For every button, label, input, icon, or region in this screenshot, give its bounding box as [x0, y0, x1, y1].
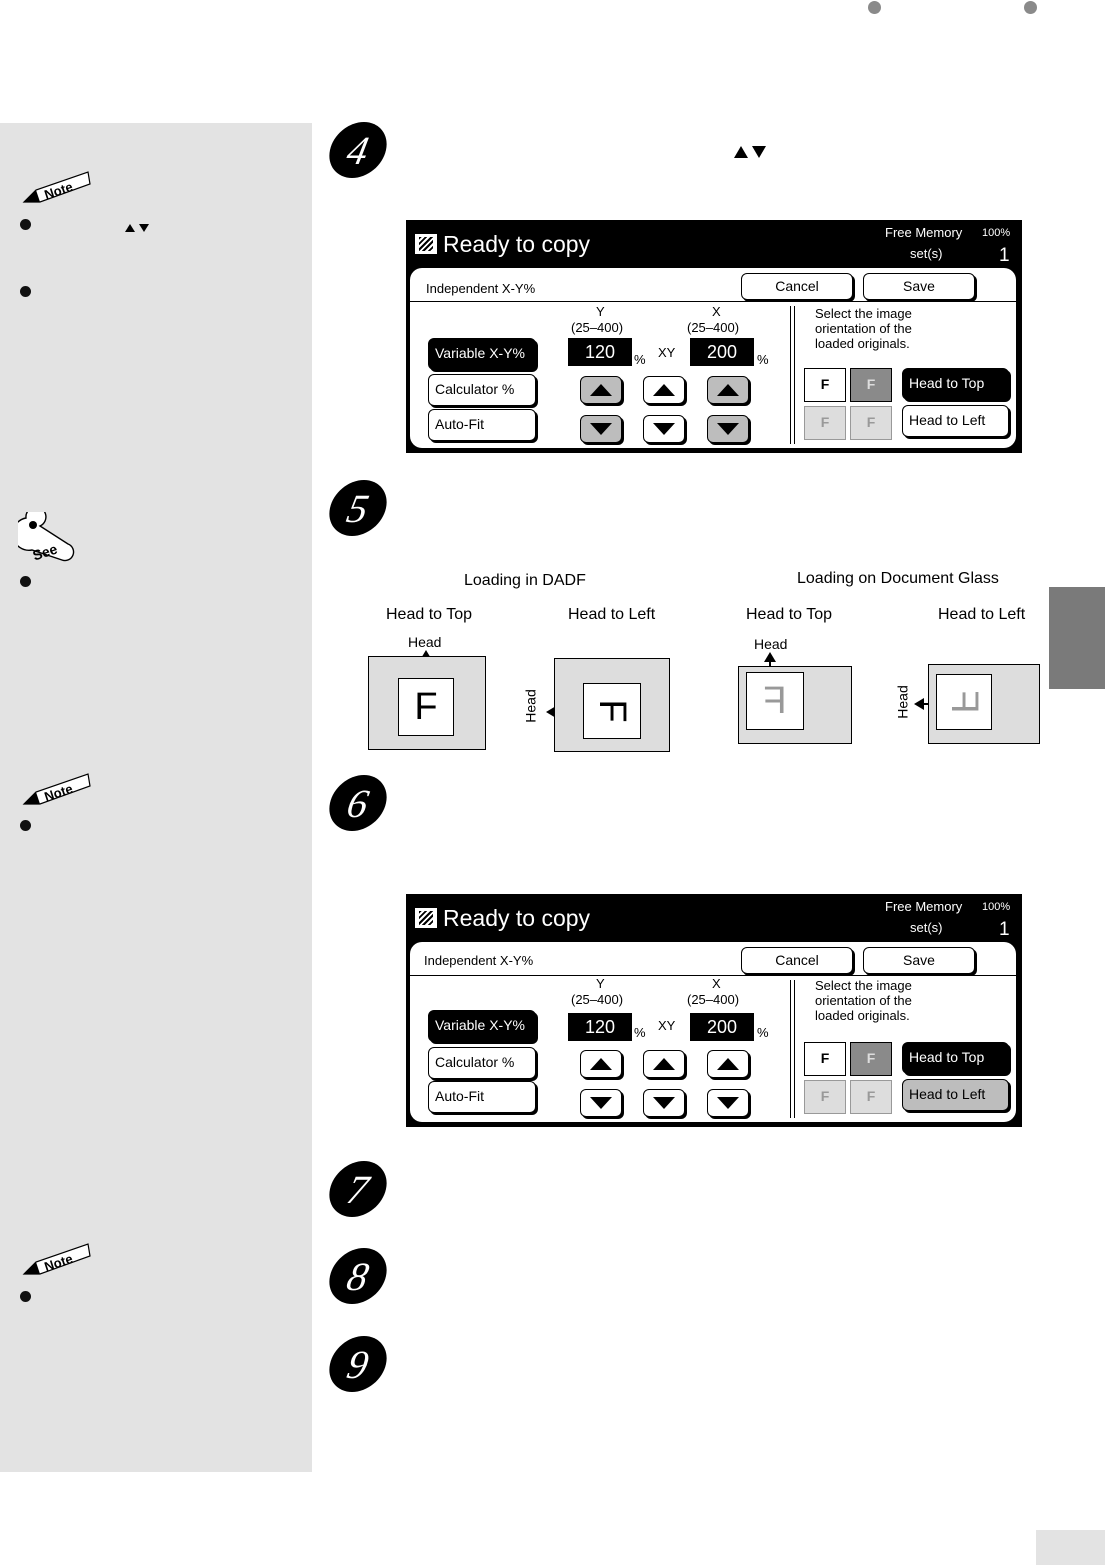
note-badge	[22, 1240, 92, 1276]
dadf-top-icon: F	[804, 1042, 846, 1076]
note-label: Note	[42, 179, 75, 203]
xy-down-button[interactable]	[643, 1089, 685, 1117]
head-label: Head	[522, 689, 539, 723]
dadf-head-top-diagram	[368, 634, 486, 752]
down-arrow-icon	[590, 1097, 612, 1109]
glass-top-icon: F	[804, 406, 846, 440]
autofit-button[interactable]: Auto-Fit	[428, 409, 536, 441]
sets-count: 1	[999, 245, 1010, 266]
note-pencil-icon	[22, 168, 92, 204]
sheet-letter: F	[763, 680, 787, 722]
save-button[interactable]: Save	[863, 273, 975, 300]
panel-header	[407, 895, 1021, 941]
up-arrow-icon	[590, 384, 612, 396]
cancel-button[interactable]: Cancel	[741, 947, 853, 974]
dadf-title: Loading in DADF	[464, 572, 586, 589]
note-bullet	[20, 219, 31, 230]
xy-label: XY	[658, 1018, 676, 1033]
note-bullet	[20, 820, 31, 831]
original-sheet	[746, 672, 804, 730]
up-arrow-icon	[717, 1058, 739, 1070]
x-value[interactable]: 200	[690, 338, 754, 366]
y-up-button[interactable]	[580, 376, 622, 404]
panel-body	[410, 268, 1016, 448]
calculator-label: Calculator %	[435, 381, 515, 397]
calculator-button[interactable]	[428, 1047, 536, 1079]
status-pen-icon	[415, 234, 437, 254]
down-arrow-icon	[590, 423, 612, 435]
up-arrow-icon	[734, 146, 748, 158]
glass-head-top-label: Head to Top	[746, 606, 832, 623]
note-badge	[22, 770, 92, 806]
head-label: Head	[408, 634, 442, 650]
x-percent: %	[757, 352, 769, 367]
step-6-marker: 6	[324, 775, 392, 831]
head-to-top-button[interactable]: Head to Top	[902, 368, 1009, 400]
orientation-text-3: loaded originals.	[815, 1008, 910, 1023]
xy-up-button[interactable]	[643, 376, 685, 404]
autofit-button[interactable]: Auto-Fit	[428, 1081, 536, 1113]
head-to-left-button[interactable]: Head to Left	[902, 1079, 1009, 1111]
dadf-head-left-label: Head to Left	[568, 606, 656, 623]
orientation-text-1: Select the image	[815, 306, 912, 321]
header-dot-left	[868, 1, 881, 14]
head-label: Head	[754, 636, 788, 652]
panel-vertical-divider	[790, 980, 795, 1118]
head-label: Head	[894, 685, 911, 719]
down-arrow-icon	[653, 1097, 675, 1109]
calculator-button[interactable]	[428, 374, 536, 406]
x-label: X	[712, 976, 721, 991]
glass-head-left-label: Head to Left	[938, 606, 1026, 623]
down-arrow-icon	[653, 423, 675, 435]
y-up-button[interactable]	[580, 1050, 622, 1078]
y-value[interactable]: 120	[568, 338, 632, 366]
dadf-head-top-label: Head to Top	[386, 606, 472, 623]
y-label: Y	[596, 304, 605, 319]
step-7-marker: 7	[324, 1161, 392, 1217]
panel-title: Ready to copy	[443, 231, 591, 257]
feature-title: Independent X-Y%	[424, 953, 534, 968]
y-value[interactable]: 120	[568, 1013, 632, 1041]
x-percent: %	[757, 1025, 769, 1040]
x-label: X	[712, 304, 721, 319]
head-to-left-button[interactable]: Head to Left	[902, 405, 1009, 437]
page-number-box	[1036, 1530, 1105, 1565]
note-badge	[22, 168, 92, 204]
step-8-marker: 8	[324, 1248, 392, 1304]
sheet-letter: F	[943, 690, 985, 714]
step-5-marker: 5	[324, 480, 392, 536]
step-4-marker: 4	[324, 122, 392, 178]
sets-label: set(s)	[910, 246, 943, 261]
dadf-top-icon: F	[804, 368, 846, 402]
orientation-text-1: Select the image	[815, 978, 912, 993]
note-pencil-icon	[22, 770, 92, 806]
orientation-text-2: orientation of the	[815, 321, 912, 336]
dadf-left-icon: F	[850, 1042, 892, 1076]
note-label: Note	[42, 781, 75, 805]
glass-head-top-diagram	[736, 636, 854, 746]
xy-down-button[interactable]	[643, 415, 685, 443]
y-range: (25–400)	[571, 320, 624, 335]
x-value[interactable]: 200	[690, 1013, 754, 1041]
see-icon	[18, 512, 78, 564]
see-label: See	[30, 540, 60, 564]
see-badge	[18, 512, 78, 564]
down-arrow-icon	[139, 224, 149, 232]
glass-left-icon: F	[850, 1080, 892, 1114]
free-memory-label: Free Memory	[885, 899, 963, 914]
head-to-top-button[interactable]: Head to Top	[902, 1042, 1009, 1074]
dadf-head-left-diagram	[522, 658, 673, 754]
up-arrow-icon	[653, 384, 675, 396]
glass-left-icon: F	[850, 406, 892, 440]
x-range: (25–400)	[687, 992, 740, 1007]
down-arrow-icon	[752, 146, 766, 158]
orientation-text-3: loaded originals.	[815, 336, 910, 351]
sets-count: 1	[999, 919, 1010, 940]
dadf-left-icon: F	[850, 368, 892, 402]
status-pen-icon	[415, 908, 437, 928]
up-arrow-icon	[590, 1058, 612, 1070]
note-bullet	[20, 1291, 31, 1302]
original-sheet	[583, 683, 641, 739]
x-range: (25–400)	[687, 320, 740, 335]
sheet-letter: F	[591, 699, 633, 723]
variable-xy-button[interactable]: Variable X-Y%	[428, 338, 536, 370]
xy-up-button[interactable]	[643, 1050, 685, 1078]
glass-top-icon: F	[804, 1080, 846, 1114]
note-label: Note	[42, 1251, 75, 1275]
y-range: (25–400)	[571, 992, 624, 1007]
x-up-button[interactable]	[707, 1050, 749, 1078]
feature-title: Independent X-Y%	[426, 281, 536, 296]
y-percent: %	[634, 352, 646, 367]
up-arrow-icon	[125, 224, 135, 232]
panel-vertical-divider	[790, 306, 795, 444]
x-down-button[interactable]	[707, 1089, 749, 1117]
free-memory-value: 100%	[982, 901, 1011, 913]
orientation-text-2: orientation of the	[815, 993, 912, 1008]
panel-header	[407, 221, 1021, 267]
original-sheet	[936, 674, 992, 730]
glass-head-left-diagram	[894, 662, 1044, 746]
glass-title: Loading on Document Glass	[797, 570, 999, 587]
step-9-marker: 9	[324, 1336, 392, 1392]
sets-label: set(s)	[910, 920, 943, 935]
panel-body	[410, 942, 1016, 1122]
up-arrow-icon	[653, 1058, 675, 1070]
copier-panel-1	[406, 220, 1022, 453]
note-bullet	[20, 286, 31, 297]
cancel-button[interactable]: Cancel	[741, 273, 853, 300]
down-arrow-icon	[717, 1097, 739, 1109]
note-pencil-icon	[22, 1240, 92, 1276]
copier-panel-2	[406, 894, 1022, 1127]
variable-xy-button[interactable]: Variable X-Y%	[428, 1010, 536, 1042]
free-memory-label: Free Memory	[885, 225, 963, 240]
down-arrow-icon	[717, 423, 739, 435]
xy-label: XY	[658, 345, 676, 360]
step4-arrows	[734, 145, 766, 163]
see-bullet	[20, 576, 31, 587]
y-down-button[interactable]	[580, 415, 622, 443]
save-button[interactable]: Save	[863, 947, 975, 974]
y-percent: %	[634, 1025, 646, 1040]
chapter-tab	[1049, 587, 1105, 689]
note-arrows	[125, 219, 149, 237]
panel-divider	[410, 301, 1016, 302]
up-arrow-icon	[717, 384, 739, 396]
free-memory-value: 100%	[982, 227, 1011, 239]
y-label: Y	[596, 976, 605, 991]
panel-title: Ready to copy	[443, 905, 591, 931]
calculator-label: Calculator %	[435, 1054, 515, 1070]
y-down-button[interactable]	[580, 1089, 622, 1117]
header-dot-right	[1024, 1, 1037, 14]
x-down-button[interactable]	[707, 415, 749, 443]
x-up-button[interactable]	[707, 376, 749, 404]
original-sheet: F	[398, 678, 454, 736]
